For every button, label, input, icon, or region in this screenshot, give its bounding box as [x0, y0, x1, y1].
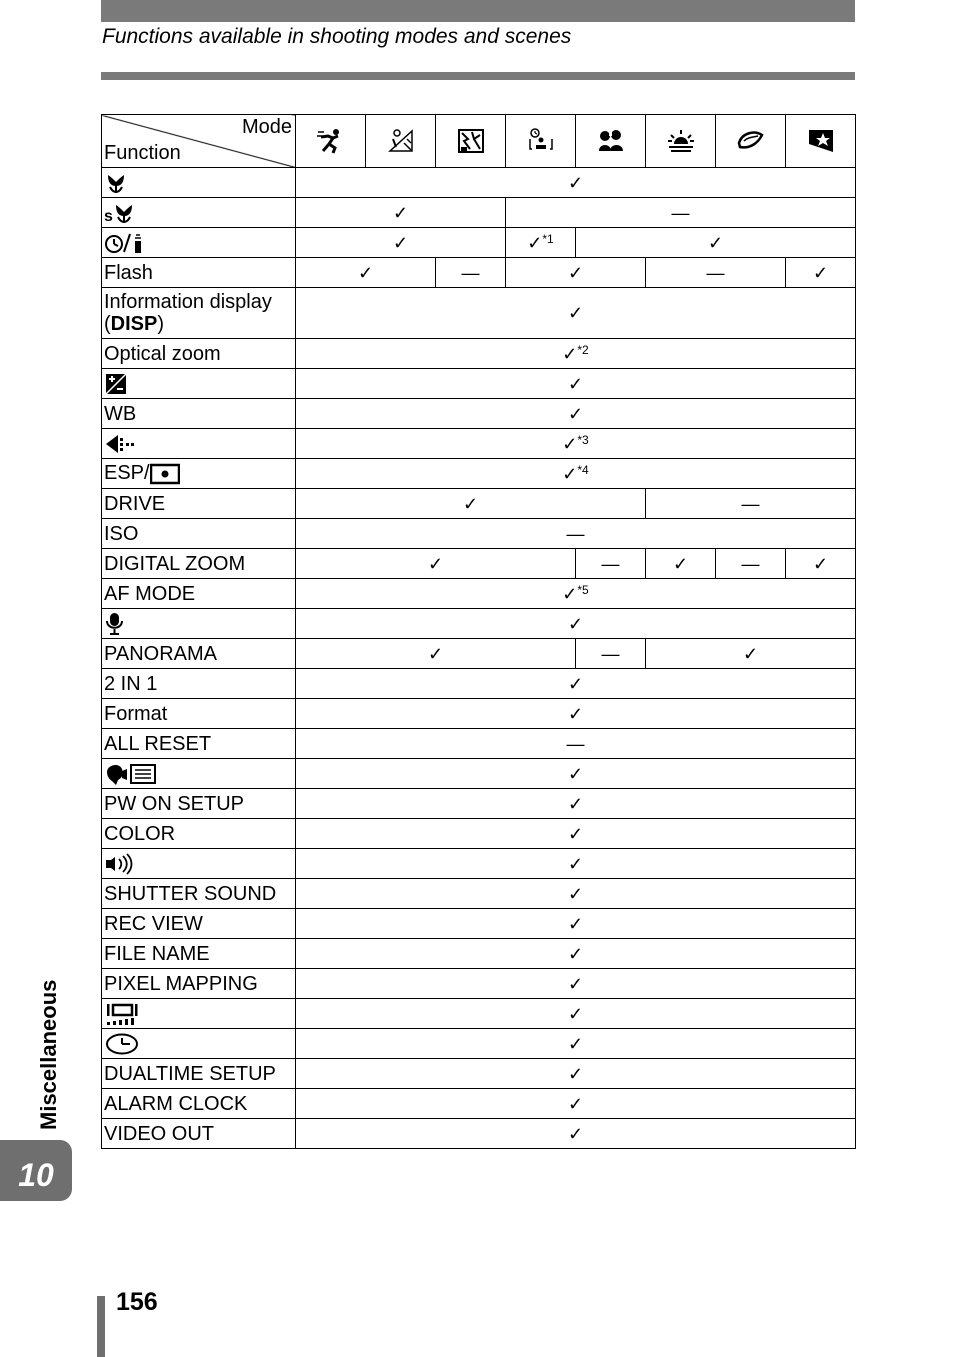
availability-cell [296, 228, 506, 258]
mode-header-sunset-icon [646, 115, 716, 168]
function-cell [102, 879, 296, 909]
check-mark: ✓ [567, 673, 584, 694]
function-label: ALL RESET [104, 732, 212, 755]
function-cell [102, 909, 296, 939]
clock-icon [104, 1032, 140, 1054]
function-label: Information display [104, 291, 272, 313]
function-cell [102, 729, 296, 759]
table-row [102, 1059, 856, 1089]
function-label: AF MODE [104, 582, 196, 605]
availability-cell [296, 258, 436, 288]
availability-cell [296, 579, 856, 609]
beep-icon [104, 852, 134, 874]
check-mark: ✓ [527, 232, 543, 253]
availability-cell [296, 609, 856, 639]
table-row [102, 198, 856, 228]
function-label: COLOR [104, 822, 176, 845]
night-portrait-icon [366, 127, 435, 155]
candle-icon [576, 127, 645, 155]
check-mark: ✓ [567, 853, 584, 874]
check-mark: ✓ [567, 1123, 584, 1144]
availability-cell [296, 429, 856, 459]
function-label: PW ON SETUP [104, 792, 245, 815]
function-cell: Information display (DISP) [102, 288, 296, 339]
check-mark: ✓ [567, 1003, 584, 1024]
check-mark: ✓ [707, 232, 724, 253]
function-label: 2 IN 1 [104, 672, 158, 695]
table-body [102, 168, 856, 1149]
not-available-dash: — [741, 553, 760, 574]
table-row [102, 999, 856, 1029]
table-row [102, 729, 856, 759]
table-row [102, 549, 856, 579]
availability-cell [296, 489, 646, 519]
availability-cell [296, 879, 856, 909]
check-mark: ✓ [567, 1093, 584, 1114]
svg-text:s: s [104, 207, 113, 224]
function-label: PIXEL MAPPING [104, 972, 258, 995]
availability-cell [436, 258, 506, 288]
mode-header-self-portrait-icon [506, 115, 576, 168]
table-header-row [102, 115, 856, 168]
availability-cell [296, 819, 856, 849]
availability-cell [646, 489, 856, 519]
function-label: DUALTIME SETUP [104, 1062, 276, 1085]
availability-cell [296, 669, 856, 699]
not-available-dash: — [461, 262, 480, 283]
availability-cell [296, 459, 856, 489]
availability-cell [646, 258, 786, 288]
function-cell [102, 429, 296, 459]
availability-cell [296, 198, 506, 228]
table-row [102, 819, 856, 849]
spot-metering-icon [150, 462, 180, 484]
check-mark: ✓ [812, 262, 829, 283]
availability-cell [506, 198, 856, 228]
table-row [102, 399, 856, 429]
fireworks-icon [436, 127, 505, 155]
mode-header-cuisine-icon [716, 115, 786, 168]
table-row [102, 258, 856, 288]
function-cell [102, 669, 296, 699]
table-row [102, 459, 856, 489]
check-mark: ✓ [812, 553, 829, 574]
function-cell [102, 1089, 296, 1119]
availability-cell [296, 969, 856, 999]
check-mark: ✓ [567, 763, 584, 784]
not-available-dash: — [601, 553, 620, 574]
self-portrait-icon [506, 127, 575, 155]
check-mark: ✓ [567, 303, 584, 323]
function-cell [102, 1029, 296, 1059]
table-row [102, 168, 856, 198]
image-quality-icon [104, 432, 138, 454]
availability-cell [296, 1059, 856, 1089]
function-label: ALARM CLOCK [104, 1092, 248, 1115]
function-cell [102, 969, 296, 999]
function-cell [102, 369, 296, 399]
mode-header-candle-icon [576, 115, 646, 168]
check-mark: ✓ [562, 583, 578, 604]
check-mark: ✓ [567, 373, 584, 394]
function-label: REC VIEW [104, 912, 203, 935]
function-label: ESP/ [104, 462, 150, 485]
availability-cell [506, 228, 576, 258]
availability-cell [786, 549, 856, 579]
macro-icon [104, 171, 128, 193]
function-label: DIGITAL ZOOM [104, 552, 246, 575]
check-mark: ✓ [392, 232, 409, 253]
function-label: Optical zoom [104, 342, 221, 365]
check-mark: ✓ [567, 793, 584, 814]
sport-icon [296, 127, 365, 155]
availability-cell [296, 339, 856, 369]
availability-cell [296, 549, 576, 579]
cuisine-icon [716, 127, 785, 155]
mode-header-fireworks-icon [436, 115, 506, 168]
function-label: DRIVE [104, 492, 166, 515]
not-available-dash: — [566, 733, 585, 754]
availability-cell [296, 849, 856, 879]
availability-cell [296, 729, 856, 759]
function-cell [102, 228, 296, 258]
check-mark: ✓ [567, 1033, 584, 1054]
mode-header-sport-icon [296, 115, 366, 168]
function-label: VIDEO OUT [104, 1122, 215, 1145]
availability-cell [296, 1029, 856, 1059]
availability-cell [296, 909, 856, 939]
corner-cell [102, 115, 296, 168]
section-label: Miscellaneous [36, 979, 61, 1130]
function-label: SHUTTER SOUND [104, 882, 277, 905]
function-cell [102, 999, 296, 1029]
table-row [102, 1089, 856, 1119]
super-macro-icon [104, 201, 136, 223]
table-row [102, 519, 856, 549]
availability-cell [786, 258, 856, 288]
function-cell [102, 699, 296, 729]
table-row [102, 759, 856, 789]
function-cell [102, 849, 296, 879]
availability-cell [296, 369, 856, 399]
monitor-brightness-icon [104, 1002, 140, 1024]
table-row [102, 669, 856, 699]
availability-cell [296, 1119, 856, 1149]
function-label-button: DISP [110, 313, 158, 335]
check-mark: ✓ [567, 613, 584, 634]
page-number: 156 [116, 1288, 158, 1316]
not-available-dash: — [706, 262, 725, 283]
check-mark: ✓ [562, 433, 578, 454]
table-row [102, 699, 856, 729]
table-row [102, 609, 856, 639]
table-row [102, 639, 856, 669]
function-cell [102, 789, 296, 819]
function-label: Flash [104, 261, 153, 284]
page-number-bar [97, 1296, 105, 1357]
availability-cell [296, 288, 856, 339]
check-mark: ✓ [672, 553, 689, 574]
sunset-icon [646, 127, 715, 155]
function-cell [102, 168, 296, 198]
function-label: FILE NAME [104, 942, 210, 965]
availability-cell [296, 639, 576, 669]
availability-cell [576, 549, 646, 579]
function-cell [102, 609, 296, 639]
function-label: WB [104, 402, 137, 425]
function-axis-label: Function [104, 142, 181, 164]
check-mark: ✓ [427, 553, 444, 574]
footnote-marker: *3 [577, 432, 589, 447]
check-mark: ✓ [392, 202, 409, 223]
function-cell [102, 819, 296, 849]
chapter-number: 10 [18, 1157, 54, 1193]
availability-cell [296, 789, 856, 819]
function-cell [102, 459, 296, 489]
availability-cell [646, 639, 856, 669]
table-row [102, 1029, 856, 1059]
table-row [102, 429, 856, 459]
table-row [102, 969, 856, 999]
function-cell [102, 339, 296, 369]
check-mark: ✓ [567, 883, 584, 904]
check-mark: ✓ [562, 343, 578, 364]
availability-cell [296, 759, 856, 789]
footnote-marker: *4 [577, 462, 589, 477]
table-row [102, 489, 856, 519]
function-cell [102, 1059, 296, 1089]
function-cell [102, 198, 296, 228]
availability-cell [296, 939, 856, 969]
table-row [102, 228, 856, 258]
function-label: ISO [104, 522, 139, 545]
check-mark: ✓ [742, 643, 759, 664]
availability-cell [576, 228, 856, 258]
header-rule [101, 72, 855, 80]
check-mark: ✓ [562, 463, 578, 484]
function-cell [102, 1119, 296, 1149]
check-mark: ✓ [427, 643, 444, 664]
check-mark: ✓ [567, 943, 584, 964]
not-available-dash: — [601, 643, 620, 664]
availability-cell [296, 168, 856, 198]
table-row [102, 288, 856, 339]
function-cell [102, 939, 296, 969]
availability-cell [296, 999, 856, 1029]
footnote-marker: *1 [542, 231, 554, 246]
page-header-title: Functions available in shooting modes and scenes [102, 25, 572, 48]
footnote-marker: *5 [577, 582, 589, 597]
check-mark: ✓ [567, 973, 584, 994]
not-available-dash: — [566, 523, 585, 544]
table-row [102, 909, 856, 939]
availability-cell [296, 519, 856, 549]
self-timer-remote-icon [104, 231, 144, 253]
function-label: Format [104, 702, 168, 725]
function-cell [102, 639, 296, 669]
check-mark: ✓ [567, 913, 584, 934]
function-cell [102, 579, 296, 609]
mode-header-behind-glass-icon [786, 115, 856, 168]
check-mark: ✓ [357, 262, 374, 283]
footnote-marker: *2 [577, 342, 589, 357]
function-label: PANORAMA [104, 642, 217, 665]
table-row [102, 1119, 856, 1149]
not-available-dash: — [741, 493, 760, 514]
function-cell [102, 759, 296, 789]
not-available-dash: — [671, 202, 690, 223]
function-availability-table [101, 114, 856, 1149]
mode-axis-label: Mode [241, 116, 292, 138]
check-mark: ✓ [567, 172, 584, 193]
table-row [102, 789, 856, 819]
availability-cell [646, 549, 716, 579]
mode-header-night-portrait-icon [366, 115, 436, 168]
availability-cell [296, 399, 856, 429]
availability-cell [506, 258, 646, 288]
availability-cell [576, 639, 646, 669]
function-cell [102, 519, 296, 549]
check-mark: ✓ [567, 823, 584, 844]
table-row [102, 849, 856, 879]
microphone-icon [104, 612, 126, 634]
table-row [102, 339, 856, 369]
check-mark: ✓ [567, 1063, 584, 1084]
table-row [102, 579, 856, 609]
header-bar [101, 0, 855, 22]
function-cell [102, 399, 296, 429]
availability-cell [296, 699, 856, 729]
check-mark: ✓ [462, 493, 479, 514]
function-cell [102, 258, 296, 288]
language-icon [104, 762, 158, 784]
availability-cell [716, 549, 786, 579]
table-row [102, 939, 856, 969]
table-row [102, 369, 856, 399]
table-row [102, 879, 856, 909]
behind-glass-icon [786, 127, 855, 155]
function-cell [102, 549, 296, 579]
check-mark: ✓ [567, 262, 584, 283]
check-mark: ✓ [567, 403, 584, 424]
function-cell [102, 489, 296, 519]
check-mark: ✓ [567, 703, 584, 724]
exposure-comp-icon [104, 372, 128, 394]
availability-cell [296, 1089, 856, 1119]
